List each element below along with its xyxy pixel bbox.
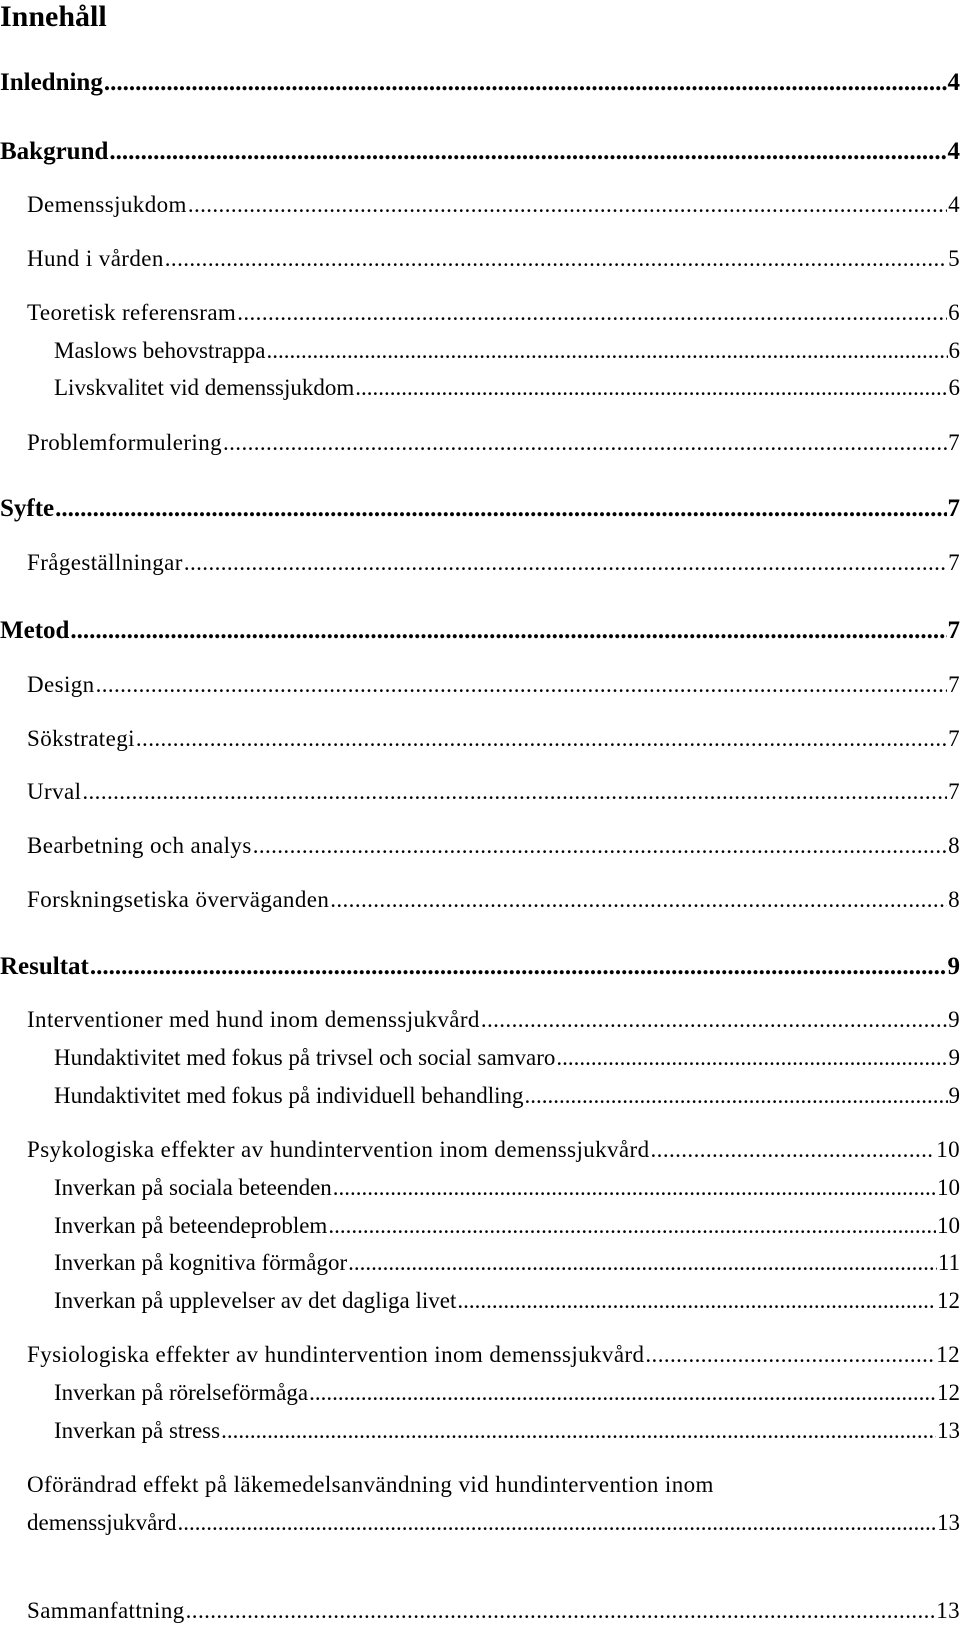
toc-entry-label: Metod xyxy=(0,617,70,644)
toc-entry-label: Inverkan på beteendeproblem xyxy=(54,1213,328,1238)
toc-entry-page: 6 xyxy=(948,338,960,363)
toc-entry-design[interactable] xyxy=(27,670,960,700)
leader-dots xyxy=(188,190,947,220)
leader-dots xyxy=(481,1005,947,1035)
toc-entry-label: Inverkan på kognitiva förmågor xyxy=(54,1250,348,1275)
toc-entry-page: 4 xyxy=(947,138,960,165)
toc-entry-label: Livskvalitet vid demenssjukdom xyxy=(54,375,355,400)
toc-entry-label: Resultat xyxy=(0,953,89,980)
toc-entry-label: Inledning xyxy=(0,69,103,96)
toc-entry-sokstrategi[interactable] xyxy=(27,724,960,754)
toc-entry-page: 7 xyxy=(947,495,960,522)
toc-entry-bakgrund[interactable] xyxy=(0,137,960,167)
toc-entry-label: Design xyxy=(27,672,95,697)
toc-entry-label: Hund i vården xyxy=(27,246,164,271)
toc-entry-resultat[interactable] xyxy=(0,952,960,982)
leader-dots xyxy=(556,1043,947,1073)
leader-dots xyxy=(333,1173,936,1203)
leader-dots xyxy=(266,336,947,366)
leader-dots xyxy=(223,428,947,458)
toc-entry-urval[interactable] xyxy=(27,777,960,807)
leader-dots xyxy=(355,373,947,403)
toc-entry-page: 7 xyxy=(948,672,960,697)
toc-entry-page: 12 xyxy=(936,1342,960,1367)
leader-dots xyxy=(136,724,947,754)
toc-entry-sociala-beteenden[interactable] xyxy=(54,1173,960,1203)
toc-title: Innehåll xyxy=(0,0,107,33)
toc-entry-label: Frågeställningar xyxy=(27,550,183,575)
toc-entry-label: Bearbetning och analys xyxy=(27,833,252,858)
leader-dots xyxy=(70,616,946,646)
toc-entry-page: 5 xyxy=(948,246,960,271)
toc-entry-label: Maslows behovstrappa xyxy=(54,338,266,363)
toc-entry-label-line2: demenssjukvård xyxy=(27,1510,177,1535)
toc-entry-label: Forskningsetiska överväganden xyxy=(27,887,330,912)
toc-entry-metod[interactable] xyxy=(0,616,960,646)
toc-entry-page: 13 xyxy=(936,1598,960,1623)
toc-entry-kognitiva-formagor[interactable] xyxy=(54,1248,960,1278)
toc-entry-label: Hundaktivitet med fokus på individuell behandling xyxy=(54,1083,524,1108)
toc-entry-problemformulering[interactable] xyxy=(27,428,960,458)
leader-dots xyxy=(330,885,947,915)
toc-entry-label: Psykologiska effekter av hundintervention inom demenssjukvård xyxy=(27,1137,650,1162)
toc-entry-livskvalitet[interactable] xyxy=(54,373,960,403)
toc-entry-page: 9 xyxy=(948,1007,960,1032)
leader-dots xyxy=(177,1504,936,1542)
toc-entry-label: Hundaktivitet med fokus på trivsel och social samvaro xyxy=(54,1045,556,1070)
leader-dots xyxy=(253,831,947,861)
toc-entry-hundaktivitet-individuell[interactable] xyxy=(54,1081,960,1111)
toc-entry-syfte[interactable] xyxy=(0,494,960,524)
toc-entry-fragestallningar[interactable] xyxy=(27,548,960,578)
toc-entry-page: 8 xyxy=(948,887,960,912)
toc-entry-label: Sökstrategi xyxy=(27,726,135,751)
leader-dots xyxy=(237,298,947,328)
toc-entry-label: Fysiologiska effekter av hundintervention inom demenssjukvård xyxy=(27,1342,645,1367)
toc-entry-teoretisk-referensram[interactable] xyxy=(27,298,960,328)
toc-entry-page: 13 xyxy=(937,1510,960,1535)
toc-entry-page: 10 xyxy=(937,1213,960,1238)
leader-dots xyxy=(651,1135,936,1165)
toc-entry-page: 9 xyxy=(948,1083,960,1108)
toc-entry-stress[interactable] xyxy=(54,1416,960,1446)
toc-entry-beteendeproblem[interactable] xyxy=(54,1211,960,1241)
toc-entry-page: 4 xyxy=(948,192,960,217)
toc-entry-forskningsetiska[interactable] xyxy=(27,885,960,915)
toc-entry-maslows-behovstrappa[interactable] xyxy=(54,336,960,366)
leader-dots xyxy=(109,137,946,167)
toc-entry-psykologiska-effekter[interactable] xyxy=(27,1135,960,1165)
toc-entry-page: 7 xyxy=(948,726,960,751)
toc-entry-label: Urval xyxy=(27,779,82,804)
toc-entry-lakemedelsanvandning[interactable] xyxy=(27,1466,960,1542)
toc-entry-page: 4 xyxy=(947,69,960,96)
toc-entry-page: 7 xyxy=(947,617,960,644)
toc-entry-label: Bakgrund xyxy=(0,138,109,165)
leader-dots xyxy=(328,1211,936,1241)
toc-entry-label: Inverkan på sociala beteenden xyxy=(54,1175,332,1200)
toc-entry-page: 9 xyxy=(947,953,960,980)
leader-dots xyxy=(82,777,947,807)
toc-entry-page: 7 xyxy=(948,779,960,804)
toc-entry-hund-i-varden[interactable] xyxy=(27,244,960,274)
toc-entry-page: 8 xyxy=(948,833,960,858)
toc-entry-label: Demenssjukdom xyxy=(27,192,187,217)
leader-dots xyxy=(186,1596,936,1626)
toc-entry-label: Inverkan på stress xyxy=(54,1418,221,1443)
toc-entry-page: 12 xyxy=(937,1380,960,1405)
toc-entry-page: 10 xyxy=(937,1175,960,1200)
toc-entry-inledning[interactable] xyxy=(0,68,960,98)
toc-entry-line2 xyxy=(27,1504,960,1542)
toc-entry-page: 9 xyxy=(948,1045,960,1070)
toc-entry-page: 6 xyxy=(948,375,960,400)
toc-entry-page: 13 xyxy=(937,1418,960,1443)
leader-dots xyxy=(309,1378,936,1408)
toc-entry-hundaktivitet-trivsel[interactable] xyxy=(54,1043,960,1073)
toc-entry-label: Problemformulering xyxy=(27,430,222,455)
toc-entry-fysiologiska-effekter[interactable] xyxy=(27,1340,960,1370)
leader-dots xyxy=(525,1081,948,1111)
toc-entry-rorelseformaga[interactable] xyxy=(54,1378,960,1408)
leader-dots xyxy=(165,244,947,274)
toc-entry-demenssjukdom[interactable] xyxy=(27,190,960,220)
toc-entry-label: Inverkan på rörelseförmåga xyxy=(54,1380,309,1405)
toc-entry-dagliga-livet[interactable] xyxy=(54,1286,960,1316)
toc-entry-page: 6 xyxy=(948,300,960,325)
toc-entry-page: 7 xyxy=(948,550,960,575)
toc-entry-sammanfattning[interactable] xyxy=(27,1596,960,1626)
leader-dots xyxy=(348,1248,937,1278)
leader-dots xyxy=(96,670,948,700)
leader-dots xyxy=(90,952,947,982)
toc-entry-label: Sammanfattning xyxy=(27,1598,185,1623)
leader-dots xyxy=(457,1286,936,1316)
toc-entry-label: Inverkan på upplevelser av det dagliga livet xyxy=(54,1288,457,1313)
leader-dots xyxy=(221,1416,936,1446)
toc-entry-label: Interventioner med hund inom demenssjukvård xyxy=(27,1007,480,1032)
toc-entry-page: 12 xyxy=(937,1288,960,1313)
leader-dots xyxy=(184,548,947,578)
leader-dots xyxy=(645,1340,935,1370)
toc-entry-page: 7 xyxy=(948,430,960,455)
toc-entry-page: 11 xyxy=(937,1250,960,1275)
toc-entry-bearbetning[interactable] xyxy=(27,831,960,861)
toc-entry-label: Teoretisk referensram xyxy=(27,300,237,325)
toc-entry-page: 10 xyxy=(936,1137,960,1162)
toc-entry-label-line1: Oförändrad effekt på läkemedelsanvändning vid hundintervention inom xyxy=(27,1472,714,1497)
toc-entry-label: Syfte xyxy=(0,495,55,522)
toc-entry-interventioner[interactable] xyxy=(27,1005,960,1035)
leader-dots xyxy=(55,494,946,524)
leader-dots xyxy=(104,68,947,98)
